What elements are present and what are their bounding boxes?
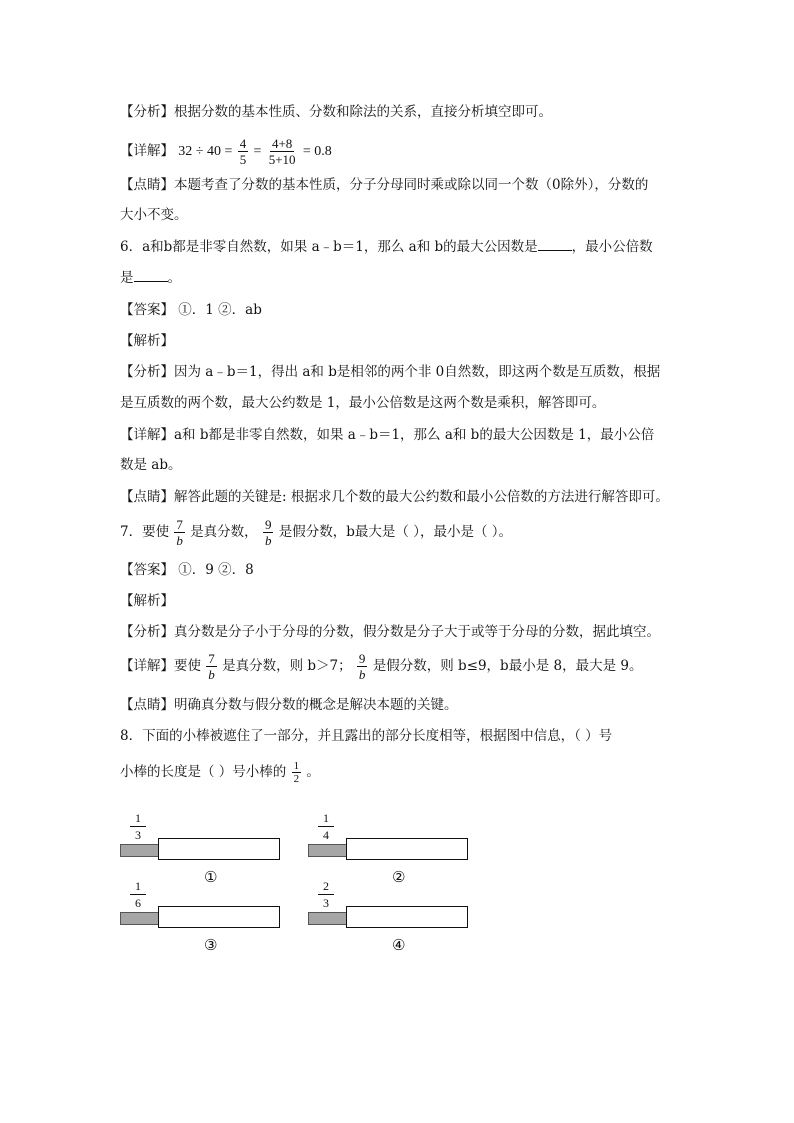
- fraction-numerator: 9: [358, 651, 366, 666]
- question-7-line: [120, 513, 512, 551]
- fraction-expanded: [267, 136, 298, 167]
- equals-sign: =: [253, 144, 262, 159]
- answer-blank[interactable]: [538, 238, 572, 251]
- q7-detail-mid: 是真分数，则 b＞7；: [222, 658, 352, 674]
- fraction-denominator: 3: [323, 896, 329, 910]
- q6-text-cont: ，最小公倍数: [571, 239, 653, 255]
- stick-number-label: ③: [204, 936, 218, 954]
- fraction-denominator: 5+10: [268, 152, 296, 167]
- fraction-numerator: 1: [293, 760, 300, 772]
- stick-visible-part: [308, 844, 348, 857]
- q7-text-mid: 是真分数，: [190, 524, 258, 540]
- stick-fraction-label: [130, 878, 146, 911]
- q7-remark: 【点睛】明确真分数与假分数的概念是解决本题的关键。: [120, 697, 458, 713]
- remark-line: 【点睛】本题考查了分数的基本性质，分子分母同时乘或除以同一个数（0除外），分数的: [120, 177, 649, 193]
- equation-lhs: 32 ÷ 40 =: [178, 144, 233, 159]
- stick-fraction-label: [318, 810, 334, 843]
- question-6-line-1: [120, 237, 653, 257]
- fraction-numerator: 7: [208, 651, 215, 666]
- q6-detail-2: 数是 ab。: [120, 457, 182, 473]
- fraction-numerator: 2: [318, 878, 334, 895]
- fraction-denominator: 2: [293, 773, 300, 785]
- fraction-denominator: 4: [323, 828, 329, 842]
- question-8-line-2: [120, 755, 320, 789]
- stick-number-label: ①: [204, 868, 218, 886]
- fraction-denominator: 5: [239, 152, 247, 167]
- detail-label: 【详解】: [120, 143, 174, 159]
- stick-covered-part: [158, 838, 280, 860]
- stick-fraction-label: [318, 878, 334, 911]
- fraction-numerator: 4: [239, 136, 247, 151]
- question-6-line-2: [120, 268, 181, 288]
- q6-detail-1: 【详解】a和 b都是非零自然数，如果 a﹣b＝1，那么 a和 b的最大公因数是 1，最小公倍: [120, 427, 655, 443]
- stick-number-label: ②: [392, 868, 406, 886]
- q7-text-post: 是假分数，b最大是（ ），最小是（ ）。: [278, 524, 513, 540]
- fraction-numerator: 9: [264, 517, 272, 532]
- q6-text-end: 。: [167, 270, 181, 286]
- fraction-denominator: b: [176, 533, 183, 548]
- fraction-numerator: 4+8: [271, 136, 293, 151]
- stick-visible-part: [120, 912, 160, 925]
- fraction-9-b: [357, 651, 368, 682]
- analysis-line: 【分析】根据分数的基本性质、分数和除法的关系，直接分析填空即可。: [120, 104, 552, 120]
- q7-text: 7．要使: [120, 524, 170, 540]
- stick-covered-part: [158, 906, 280, 928]
- q8-text: 小棒的长度是（ ）号小棒的: [120, 764, 287, 780]
- q7-answer: 【答案】 ①．9 ②．8: [120, 562, 254, 578]
- q6-answer: 【答案】 ①．1 ②．ab: [120, 302, 262, 318]
- fraction-denominator: 6: [135, 896, 141, 910]
- fraction-denominator: b: [358, 667, 366, 682]
- fraction-numerator: 1: [130, 810, 146, 827]
- stick-covered-part: [346, 906, 468, 928]
- fraction-4-5: [238, 136, 249, 167]
- fraction-7-b: [206, 651, 217, 682]
- fraction-denominator: b: [264, 533, 272, 548]
- q7-detail-post: 是假分数，则 b≤9，b最小是 8，最大是 9。: [372, 658, 643, 674]
- question-8-line-1: 8．下面的小棒被遮住了一部分，并且露出的部分长度相等，根据图中信息，（ ）号: [120, 728, 613, 744]
- q6-remark: 【点睛】解答此题的关键是: 根据求几个数的最大公约数和最小公倍数的方法进行解答即可。: [120, 489, 669, 505]
- q7-analysis: 【分析】真分数是分子小于分母的分数，假分数是分子大于或等于分母的分数，据此填空。: [120, 624, 660, 640]
- q7-solution-heading: 【解析】: [120, 593, 174, 609]
- fraction-numerator: 1: [318, 810, 334, 827]
- q6-solution-heading: 【解析】: [120, 333, 174, 349]
- stick-visible-part: [120, 844, 160, 857]
- fraction-numerator: 7: [176, 517, 183, 532]
- fraction-1-2: [292, 760, 302, 785]
- q6-text: 6．a和b都是非零自然数，如果 a﹣b＝1，那么 a和 b的最大公因数是: [120, 239, 538, 255]
- equation-result: = 0.8: [302, 144, 332, 159]
- q6-analysis-1: 【分析】因为 a﹣b＝1，得出 a和 b是相邻的两个非 0自然数，即这两个数是互质数，根据: [120, 364, 661, 380]
- stick-number-label: ④: [392, 936, 406, 954]
- stick-covered-part: [346, 838, 468, 860]
- detail-equation-line: [120, 133, 332, 170]
- fraction-9-b: [263, 517, 274, 548]
- q8-text-end: 。: [306, 764, 320, 780]
- q7-detail-text: 【详解】要使: [120, 658, 201, 674]
- fraction-denominator: 3: [135, 828, 141, 842]
- fraction-denominator: b: [208, 667, 215, 682]
- fraction-7-b: [174, 517, 185, 548]
- answer-blank[interactable]: [134, 269, 168, 282]
- stick-fraction-label: [130, 810, 146, 843]
- stick-visible-part: [308, 912, 348, 925]
- q6-text-2: 是: [120, 270, 134, 286]
- q7-detail: [120, 647, 642, 685]
- remark-line-cont: 大小不变。: [120, 207, 188, 223]
- fraction-numerator: 1: [130, 878, 146, 895]
- q6-analysis-2: 是互质数的两个数，最大公约数是 1，最小公倍数是这两个数是乘积，解答即可。: [120, 395, 606, 411]
